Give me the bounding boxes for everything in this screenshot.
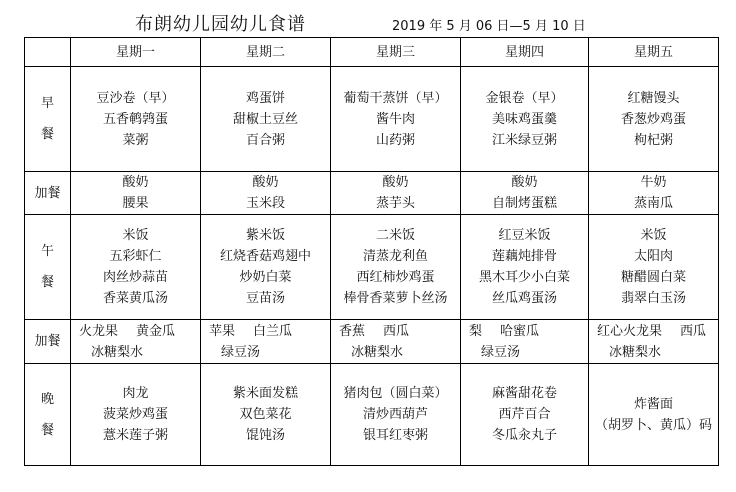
menu-item: 牛奶: [640, 175, 667, 190]
menu-item: 红豆米饭: [498, 228, 551, 243]
dinner-row: [25, 364, 719, 466]
meal-label-text: 餐: [40, 275, 54, 290]
menu-item: 豆苗汤: [245, 291, 285, 306]
menu-item: 哈蜜瓜: [500, 323, 540, 339]
menu-item: 江米绿豆粥: [491, 132, 557, 148]
menu-item: 绿豆汤: [221, 344, 261, 360]
menu-item: 薏米莲子粥: [102, 428, 168, 443]
menu-cell: [71, 172, 201, 215]
corner-cell: [25, 38, 71, 67]
menu-item: 米饭: [122, 228, 149, 243]
day-header: 星期二: [201, 38, 331, 67]
menu-cell: [331, 215, 461, 320]
meal-label-text: 餐: [40, 127, 54, 142]
menu-item: 冬瓜汆丸子: [491, 428, 557, 443]
menu-item: 紫米饭: [245, 228, 285, 243]
menu-item: 红烧香菇鸡翅中: [219, 249, 311, 264]
menu-item: 葡萄干蒸饼（早）: [343, 90, 448, 106]
menu-cell: [331, 320, 461, 364]
meal-label: [25, 172, 71, 215]
meal-label-text: 早: [40, 96, 54, 111]
fruit-pair: [597, 321, 718, 342]
menu-item: 红糖馒头: [627, 90, 680, 106]
snack-row-morning: [25, 172, 719, 215]
meal-label-text: 加餐: [34, 185, 61, 201]
fruit-pair: [79, 321, 200, 342]
menu-item: （胡罗卜、黄瓜）码: [594, 417, 712, 433]
menu-item: 银耳红枣粥: [362, 428, 428, 443]
meal-label: [25, 364, 71, 466]
menu-item: 白兰瓜: [253, 323, 293, 339]
menu-item: 五香鹌鹑蛋: [102, 111, 168, 127]
menu-cell: [201, 215, 331, 320]
menu-item: 梨: [469, 323, 483, 339]
menu-item: 苹果: [209, 323, 236, 339]
menu-item: 西瓜: [680, 323, 707, 339]
menu-item: 冰糖梨水: [609, 344, 662, 360]
menu-item: 麻酱甜花卷: [491, 386, 557, 401]
menu-item: 炸酱面: [633, 396, 673, 412]
menu-table: [24, 37, 719, 466]
meal-label: [25, 215, 71, 320]
menu-item: 蒸南瓜: [633, 196, 673, 211]
day-header: 星期三: [331, 38, 461, 67]
menu-cell: [331, 67, 461, 172]
date-range: 2019 年 5 月 06 日—5 月 10 日: [392, 19, 586, 34]
menu-item: 糖醋圆白菜: [620, 270, 686, 285]
header-row: [25, 38, 719, 67]
menu-cell: [589, 67, 719, 172]
menu-item: 肉龙: [122, 386, 149, 401]
menu-item: 香菜黄瓜汤: [102, 291, 168, 306]
meal-label-text: 晚: [40, 391, 54, 407]
menu-item: 清蒸龙利鱼: [362, 249, 428, 264]
menu-cell: [71, 320, 201, 364]
menu-item: 菠菜炒鸡蛋: [102, 407, 168, 422]
day-header: 星期一: [71, 38, 201, 67]
menu-item: 枸杞粥: [633, 132, 673, 148]
menu-item: 玉米段: [245, 196, 285, 211]
menu-cell: [461, 67, 589, 172]
fruit-pair: [209, 321, 330, 342]
meal-label-text: 加餐: [34, 334, 61, 349]
menu-item: 酸奶: [382, 175, 409, 190]
menu-item: 五彩虾仁: [109, 249, 162, 264]
menu-cell: [71, 67, 201, 172]
menu-item: 百合粥: [245, 132, 285, 148]
page-title: 布朗幼儿园幼儿食谱: [135, 14, 306, 35]
menu-cell: [461, 215, 589, 320]
menu-item: 冰糖梨水: [91, 344, 144, 360]
menu-item: 金银卷（早）: [485, 90, 564, 106]
menu-item: 猪肉包（圆白菜）: [343, 386, 448, 401]
menu-item: 绿豆汤: [481, 344, 521, 360]
menu-cell: [589, 172, 719, 215]
menu-item: 豆沙卷（早）: [96, 90, 175, 106]
menu-item: 美味鸡蛋羹: [491, 111, 557, 127]
menu-item: 鸡蛋饼: [245, 90, 285, 106]
menu-item: 菜粥: [122, 132, 149, 148]
fruit-pair: [469, 321, 588, 342]
menu-cell: [589, 320, 719, 364]
meal-label: [25, 67, 71, 172]
menu-item: 肉丝炒蒜苗: [102, 270, 168, 285]
menu-item: 蒸芋头: [375, 196, 415, 211]
menu-item: 西瓜: [383, 323, 410, 339]
meal-label-text: 午: [40, 244, 54, 259]
menu-item: 莲藕炖排骨: [491, 249, 557, 264]
menu-item: 丝瓜鸡蛋汤: [491, 291, 557, 306]
menu-item: 红心火龙果: [597, 323, 663, 339]
menu-item: 黄金瓜: [136, 323, 176, 339]
menu-item: 清炒西葫芦: [362, 407, 428, 422]
menu-item: 二米饭: [375, 228, 415, 243]
meal-label-text: 餐: [40, 422, 54, 438]
menu-item: 翡翠白玉汤: [620, 291, 686, 306]
menu-item: 山药粥: [375, 132, 415, 148]
menu-item: 火龙果: [79, 323, 119, 339]
breakfast-row: [25, 67, 719, 172]
menu-cell: [71, 215, 201, 320]
meal-label: [25, 320, 71, 364]
menu-item: 紫米面发糕: [232, 386, 298, 401]
menu-item: 炒奶白菜: [239, 270, 292, 285]
menu-item: 黑木耳少小白菜: [478, 270, 570, 285]
menu-item: 酸奶: [252, 175, 279, 190]
menu-cell: [201, 320, 331, 364]
menu-item: 腰果: [122, 196, 149, 211]
menu-item: 馄饨汤: [245, 428, 285, 443]
menu-cell: [589, 215, 719, 320]
menu-cell: [331, 172, 461, 215]
menu-cell: [461, 172, 589, 215]
day-header: 星期五: [589, 38, 719, 67]
menu-item: 甜椒土豆丝: [232, 111, 298, 127]
menu-item: 香蕉: [339, 323, 366, 339]
menu-item: 酱牛肉: [375, 111, 415, 127]
menu-item: 西红柿炒鸡蛋: [356, 270, 435, 285]
menu-item: 棒骨香菜萝卜丝汤: [343, 291, 448, 306]
menu-item: 米饭: [640, 228, 667, 243]
day-header: 星期四: [461, 38, 589, 67]
menu-item: 冰糖梨水: [351, 344, 404, 360]
menu-item: 酸奶: [122, 175, 149, 190]
menu-cell: [201, 172, 331, 215]
fruit-pair: [339, 321, 460, 342]
menu-item: 双色菜花: [239, 407, 292, 422]
menu-cell: [461, 364, 589, 466]
menu-item: 西芹百合: [498, 407, 551, 422]
menu-item: 自制烤蛋糕: [491, 196, 557, 211]
menu-item: 酸奶: [511, 175, 538, 190]
lunch-row: [25, 215, 719, 320]
menu-cell: [201, 67, 331, 172]
menu-cell: [71, 364, 201, 466]
menu-cell: [331, 364, 461, 466]
menu-cell: [201, 364, 331, 466]
menu-item: 香葱炒鸡蛋: [620, 111, 686, 127]
snack-row-afternoon: [25, 320, 719, 364]
menu-item: 太阳肉: [633, 249, 673, 264]
menu-cell: [589, 364, 719, 466]
menu-cell: [461, 320, 589, 364]
